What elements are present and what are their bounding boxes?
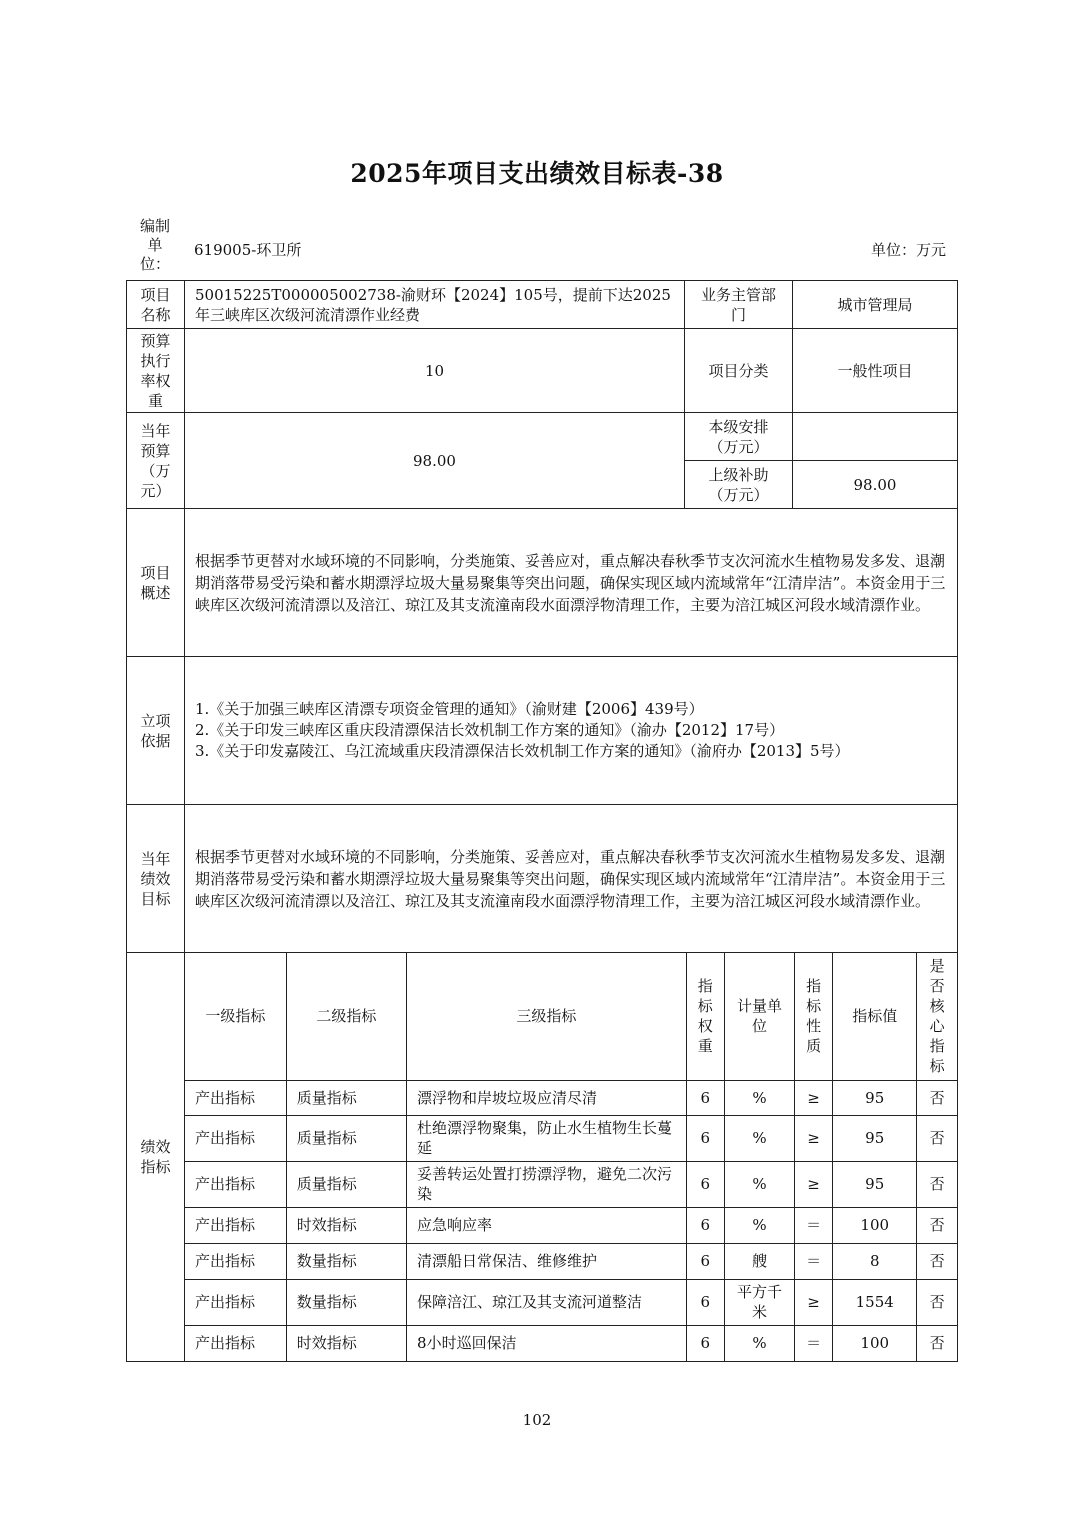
budget-value: 98.00 — [185, 413, 685, 509]
basis-list — [185, 657, 958, 805]
indicator-core: 否 — [917, 1243, 957, 1279]
indicator-level2: 时效指标 — [286, 1207, 406, 1243]
indicator-value: 1554 — [833, 1279, 917, 1325]
indicator-nature: ＝ — [795, 1207, 833, 1243]
indicator-level3: 妥善转运处置打捞漂浮物，避免二次污染 — [407, 1161, 687, 1207]
performance-target-table — [126, 280, 958, 1362]
indicator-level1: 产出指标 — [185, 1325, 286, 1361]
category-value: 一般性项目 — [793, 329, 958, 413]
indicator-unit: 艘 — [724, 1243, 794, 1279]
budget-label: 当年 预算 （万 元） — [127, 413, 185, 509]
indicator-unit: % — [724, 1115, 794, 1161]
overview-label: 项目 概述 — [127, 509, 185, 657]
indicator-value: 95 — [833, 1161, 917, 1207]
indicators-header-row — [185, 953, 957, 1080]
indicator-level1: 产出指标 — [185, 1080, 286, 1115]
indicator-nature: ≥ — [795, 1279, 833, 1325]
indicators-cell — [185, 953, 958, 1362]
goal-label: 当年 绩效 目标 — [127, 805, 185, 953]
indicator-level1: 产出指标 — [185, 1279, 286, 1325]
indicator-level1: 产出指标 — [185, 1243, 286, 1279]
category-label: 项目分类 — [685, 329, 793, 413]
header-nature: 指 标 性 质 — [795, 953, 833, 1080]
header-core: 是 否 核 心 指 标 — [917, 953, 957, 1080]
indicator-row — [185, 1325, 957, 1361]
indicator-core: 否 — [917, 1115, 957, 1161]
indicator-level2: 质量指标 — [286, 1161, 406, 1207]
basis-item: 3.《关于印发嘉陵江、乌江流域重庆段清漂保洁长效机制工作方案的通知》（渝府办【2013】5号） — [195, 742, 850, 760]
indicator-unit: % — [724, 1080, 794, 1115]
local-budget-value — [793, 413, 958, 461]
indicator-core: 否 — [917, 1161, 957, 1207]
indicator-row — [185, 1161, 957, 1207]
indicator-row — [185, 1243, 957, 1279]
indicator-level1: 产出指标 — [185, 1115, 286, 1161]
superior-subsidy-label: 上级补助 （万元） — [685, 461, 793, 509]
page-title: 2025年项目支出绩效目标表-38 — [350, 159, 724, 188]
indicator-level3: 漂浮物和岸坡垃圾应清尽清 — [407, 1080, 687, 1115]
indicator-unit: % — [724, 1207, 794, 1243]
indicator-nature: ≥ — [795, 1161, 833, 1207]
dept-label: 业务主管部 门 — [685, 281, 793, 329]
project-name-value: 50015225T000005002738-渝财环【2024】105号，提前下达2025年三峡库区次级河流清漂作业经费 — [185, 281, 685, 329]
indicator-value: 8 — [833, 1243, 917, 1279]
indicator-nature: ≥ — [795, 1080, 833, 1115]
indicator-unit: 平方千 米 — [724, 1279, 794, 1325]
indicator-core: 否 — [917, 1207, 957, 1243]
project-name-label: 项目 名称 — [127, 281, 185, 329]
indicator-value: 100 — [833, 1325, 917, 1361]
indicator-level3: 清漂船日常保洁、维修维护 — [407, 1243, 687, 1279]
page-number: 102 — [522, 1411, 552, 1429]
indicator-row — [185, 1115, 957, 1161]
local-budget-label: 本级安排 （万元） — [685, 413, 793, 461]
dept-value: 城市管理局 — [793, 281, 958, 329]
org-label: 编制 单 位： — [139, 217, 170, 273]
header-unit: 计量单 位 — [724, 953, 794, 1080]
indicator-value: 100 — [833, 1207, 917, 1243]
indicator-nature: ＝ — [795, 1243, 833, 1279]
indicator-unit: % — [724, 1161, 794, 1207]
indicator-nature: ≥ — [795, 1115, 833, 1161]
basis-label: 立项 依据 — [127, 657, 185, 805]
indicator-unit: % — [724, 1325, 794, 1361]
header-level3: 三级指标 — [407, 953, 687, 1080]
indicator-level1: 产出指标 — [185, 1207, 286, 1243]
indicator-row — [185, 1279, 957, 1325]
header-value: 指标值 — [833, 953, 917, 1080]
indicator-core: 否 — [917, 1080, 957, 1115]
indicator-value: 95 — [833, 1080, 917, 1115]
indicator-core: 否 — [917, 1325, 957, 1361]
indicator-weight: 6 — [686, 1325, 724, 1361]
overview-text: 根据季节更替对水域环境的不同影响，分类施策、妥善应对，重点解决春秋季节支次河流水生植物易发多发、退潮期消落带易受污染和蓄水期漂浮垃圾大量易聚集等突出问题，确保实现区域内流域常年“江清岸洁”。本资金用于三峡库区次级河流清漂以及涪江、琼江及其支流潼南段水面漂浮物清理工作，主要为涪江城区河段水域清漂作业。 — [185, 509, 958, 657]
superior-subsidy-value: 98.00 — [793, 461, 958, 509]
indicator-weight: 6 — [686, 1161, 724, 1207]
indicator-level2: 数量指标 — [286, 1243, 406, 1279]
indicator-weight: 6 — [686, 1243, 724, 1279]
indicators-label: 绩效 指标 — [127, 953, 185, 1362]
budget-weight-value: 10 — [185, 329, 685, 413]
indicator-level2: 质量指标 — [286, 1080, 406, 1115]
indicator-level2: 质量指标 — [286, 1115, 406, 1161]
indicator-nature: ＝ — [795, 1325, 833, 1361]
indicators-table — [185, 953, 957, 1361]
basis-item: 2.《关于印发三峡库区重庆段清漂保洁长效机制工作方案的通知》（渝办【2012】17号） — [195, 721, 785, 739]
org-value: 619005-环卫所 — [194, 241, 302, 259]
header-level2: 二级指标 — [286, 953, 406, 1080]
indicator-weight: 6 — [686, 1115, 724, 1161]
budget-weight-label: 预算 执行 率权 重 — [127, 329, 185, 413]
indicator-level3: 8小时巡回保洁 — [407, 1325, 687, 1361]
indicator-level2: 时效指标 — [286, 1325, 406, 1361]
indicator-level3: 杜绝漂浮物聚集，防止水生植物生长蔓延 — [407, 1115, 687, 1161]
basis-item: 1.《关于加强三峡库区清漂专项资金管理的通知》（渝财建【2006】439号） — [195, 700, 704, 718]
indicator-weight: 6 — [686, 1080, 724, 1115]
indicator-core: 否 — [917, 1279, 957, 1325]
header-weight: 指 标 权 重 — [686, 953, 724, 1080]
indicator-value: 95 — [833, 1115, 917, 1161]
indicator-row — [185, 1080, 957, 1115]
indicator-weight: 6 — [686, 1207, 724, 1243]
indicator-level2: 数量指标 — [286, 1279, 406, 1325]
indicator-weight: 6 — [686, 1279, 724, 1325]
indicator-level1: 产出指标 — [185, 1161, 286, 1207]
header-level1: 一级指标 — [205, 1007, 266, 1026]
goal-text: 根据季节更替对水域环境的不同影响，分类施策、妥善应对，重点解决春秋季节支次河流水生植物易发多发、退潮期消落带易受污染和蓄水期漂浮垃圾大量易聚集等突出问题，确保实现区域内流域常年“江清岸洁”。本资金用于三峡库区次级河流清漂以及涪江、琼江及其支流潼南段水面漂浮物清理工作，主要为涪江城区河段水域清漂作业。 — [185, 805, 958, 953]
unit-label: 单位：万元 — [870, 241, 946, 259]
indicator-level3: 保障涪江、琼江及其支流河道整洁 — [407, 1279, 687, 1325]
indicator-row — [185, 1207, 957, 1243]
indicator-level3: 应急响应率 — [407, 1207, 687, 1243]
